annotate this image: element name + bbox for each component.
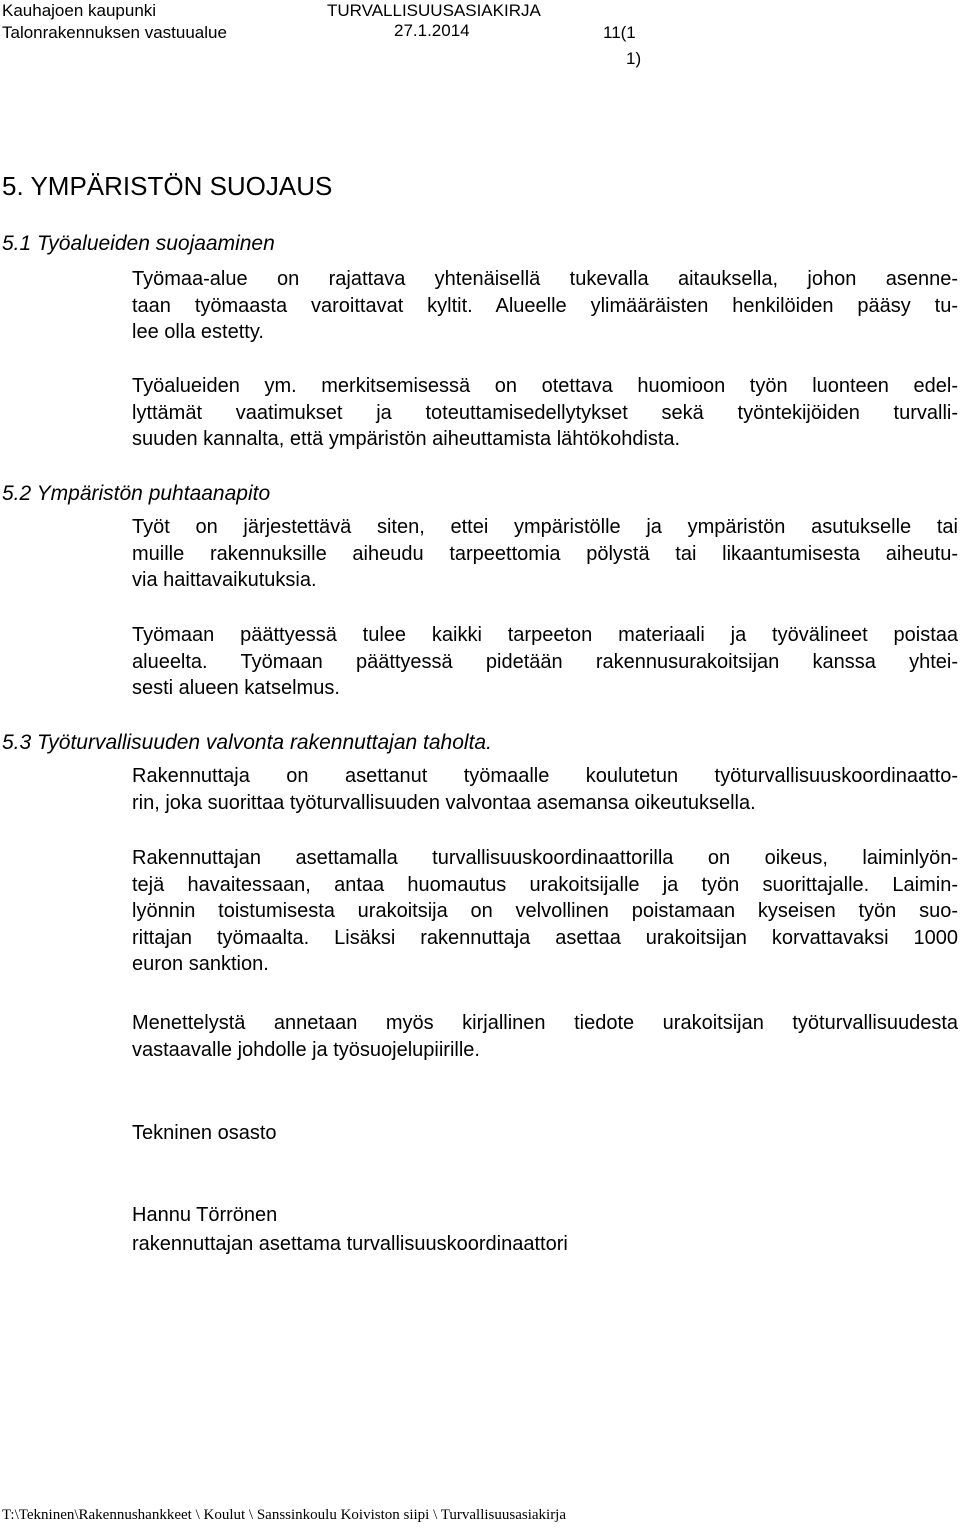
document-type: TURVALLISUUSASIAKIRJA (327, 1, 541, 20)
department-name: Talonrakennuksen vastuualue (2, 23, 227, 42)
section-title: 5. YMPÄRISTÖN SUOJAUS (2, 171, 333, 201)
text-line: Työmaan päättyessä tulee kaikki tarpeeton materiaali ja työvälineet poistaa (132, 624, 958, 646)
text-line: taan työmaasta varoittavat kyltit. Alueelle ylimääräisten henkilöiden pääsy tu- (132, 294, 958, 317)
signature-department: Tekninen osasto (132, 1122, 277, 1144)
text-line: Rakennuttaja on asettanut työmaalle koulutetun työturvallisuuskoordinaatto- (132, 765, 958, 787)
text-line: Rakennuttajan asettamalla turvallisuuskoordinaattorilla on oikeus, laiminlyön- (132, 847, 958, 869)
footer-file-path: T:\Tekninen\Rakennushankkeet \ Koulut \ Sanssinkoulu Koiviston siipi \ Turvallisuusasiakirja (2, 1507, 567, 1523)
text-line: via haittavaikutuksia. (132, 569, 317, 591)
text-line: euron sanktion. (132, 953, 269, 975)
organization-name: Kauhajoen kaupunki (2, 1, 157, 20)
text-line: Työt on järjestettävä siten, ettei ympäristölle ja ympäristön asutukselle tai (132, 516, 958, 538)
page-number-continued: 1) (626, 49, 642, 68)
text-line: Työmaa-alue on rajattava yhtenäisellä tukevalla aitauksella, johon asenne- (132, 268, 958, 290)
paragraph-5-1-1 (132, 266, 958, 346)
text-line: lyttämät vaatimukset ja toteuttamisedellytykset sekä työntekijöiden turvalli- (132, 401, 958, 424)
text-line: lee olla estetty. (132, 321, 264, 343)
subsection-title-5-3: 5.3 Työturvallisuuden valvonta rakennuttajan taholta. (2, 731, 492, 754)
paragraph-5-3-1 (132, 763, 958, 816)
subsection-title-5-2: 5.2 Ympäristön puhtaanapito (2, 482, 271, 505)
signature-role: rakennuttajan asettama turvallisuuskoordinaattori (132, 1233, 568, 1255)
text-line: rin, joka suorittaa työturvallisuuden valvontaa asemansa oikeutuksella. (132, 791, 756, 814)
paragraph-5-3-3 (132, 1010, 958, 1063)
text-line: vastaavalle johdolle ja työsuojelupiirille. (132, 1038, 480, 1061)
text-line: rittajan työmaalta. Lisäksi rakennuttaja asettaa urakoitsijan korvattavaksi 1000 (132, 926, 958, 949)
subsection-title-5-1: 5.1 Työalueiden suojaaminen (2, 232, 275, 255)
text-line: Menettelystä annetaan myös kirjallinen tiedote urakoitsijan työturvallisuudesta (132, 1012, 958, 1034)
page-number: 11(1 (603, 23, 636, 42)
text-line: sesti alueen katselmus. (132, 677, 340, 699)
text-line: Työalueiden ym. merkitsemisessä on otettava huomioon työn luonteen edel- (132, 375, 958, 397)
paragraph-5-1-2 (132, 373, 958, 453)
paragraph-5-3-2 (132, 845, 958, 978)
document-date: 27.1.2014 (394, 21, 470, 40)
paragraph-5-2-1 (132, 514, 958, 594)
text-line: lyönnin toistumisesta urakoitsija on velvollinen poistamaan kyseisen työn suo- (132, 900, 958, 922)
paragraph-5-2-2 (132, 622, 958, 702)
text-line: muille rakennuksille aiheudu tarpeettomia pölystä tai likaantumisesta aiheutu- (132, 542, 958, 565)
text-line: alueelta. Työmaan päättyessä pidetään rakennusurakoitsijan kanssa yhtei- (132, 650, 958, 673)
text-line: suuden kannalta, että ympäristön aiheuttamista lähtökohdista. (132, 428, 681, 450)
signature-name: Hannu Törrönen (132, 1204, 278, 1226)
text-line: tejä havaitessaan, antaa huomautus urakoitsijalle ja työn suorittajalle. Laimin- (132, 873, 958, 896)
